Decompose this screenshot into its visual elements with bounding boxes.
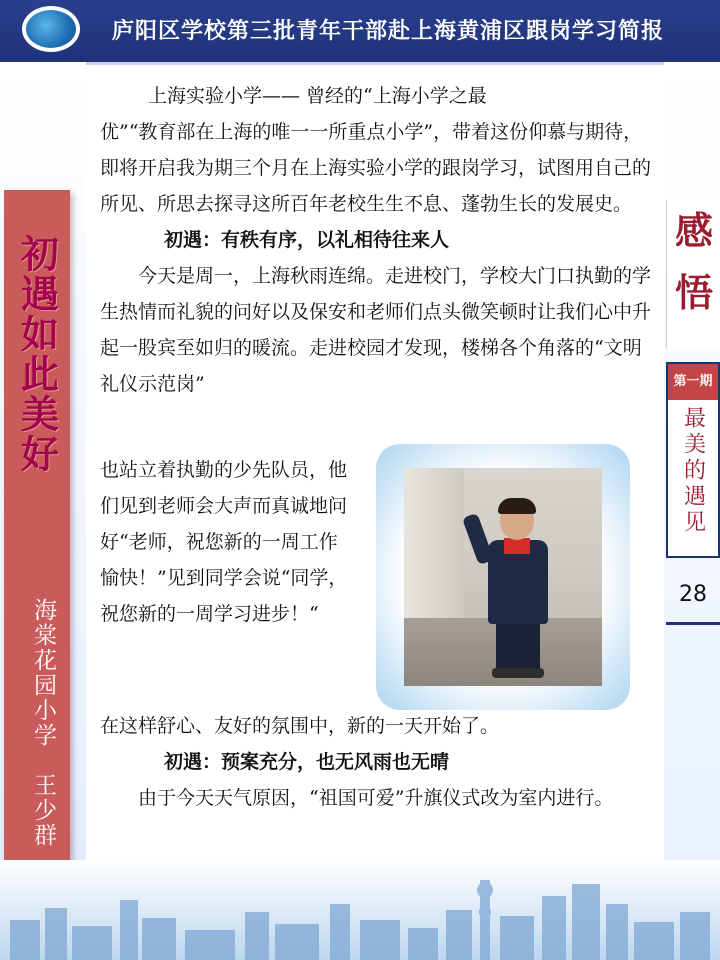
subheading-1: 初遇：有秩有序，以礼相待往来人 xyxy=(164,229,450,251)
page-number-underline xyxy=(666,622,720,625)
left-panel xyxy=(0,62,86,922)
section-label xyxy=(666,200,720,348)
header-title: 庐阳区学校第三批青年干部赴上海黄浦区跟岗学习简报 xyxy=(112,18,665,44)
section-char-1: 感 xyxy=(674,208,713,253)
article-continuation xyxy=(100,708,660,816)
issue-box xyxy=(666,362,720,558)
paragraph-3: 由于今天天气原因，“祖国可爱”升旗仪式改为室内进行。 xyxy=(138,787,614,809)
vertical-article-title: 初遇如此美好 xyxy=(14,234,60,474)
school-author: 海棠花园小学 王少群 xyxy=(30,598,56,848)
city-skyline-decoration xyxy=(0,860,720,960)
article-body xyxy=(100,78,658,402)
side-title-bar xyxy=(4,190,70,896)
school-logo-icon xyxy=(22,6,80,52)
subheading-2: 初遇：预案充分，也无风雨也无晴 xyxy=(164,751,450,773)
issue-subtitle: 最美的遇见 xyxy=(680,406,706,536)
page-number: 28 xyxy=(679,582,707,607)
intro-line: 上海实验小学—— 曾经的“上海小学之最 xyxy=(148,85,487,107)
intro-paragraph: 优”“教育部在上海的唯一一所重点小学”，带着这份仰慕与期待，即将开启我为期三个月在上海实验小学的跟岗学习，试图用自己的所见、所思去探寻这所百年老校生生不息、蓬勃生长的发展史。 xyxy=(100,121,652,215)
paragraph-2: 今天是周一，上海秋雨连绵。走进校门，学校大门口执勤的学生热情而礼貌的问好以及保安和老师们点头微笑顿时让我们心中升起一股宾至如归的暖流。走进校园才发现，楼梯各个角落的“文明礼仪示范岗” xyxy=(100,265,652,395)
section-char-2: 悟 xyxy=(674,270,713,315)
photo-frame xyxy=(376,444,630,710)
header-banner xyxy=(0,0,720,65)
paragraph-2-end: 在这样舒心、友好的氛围中，新的一天开始了。 xyxy=(100,715,500,737)
issue-label: 第一期 xyxy=(668,364,718,400)
student-saluting-photo xyxy=(404,468,602,686)
wrapped-paragraph: 也站立着执勤的少先队员，他们见到老师会大声而真诚地问好“老师，祝您新的一周工作愉快！”见到同学会说“同学，祝您新的一周学习进步！“ xyxy=(100,459,348,625)
